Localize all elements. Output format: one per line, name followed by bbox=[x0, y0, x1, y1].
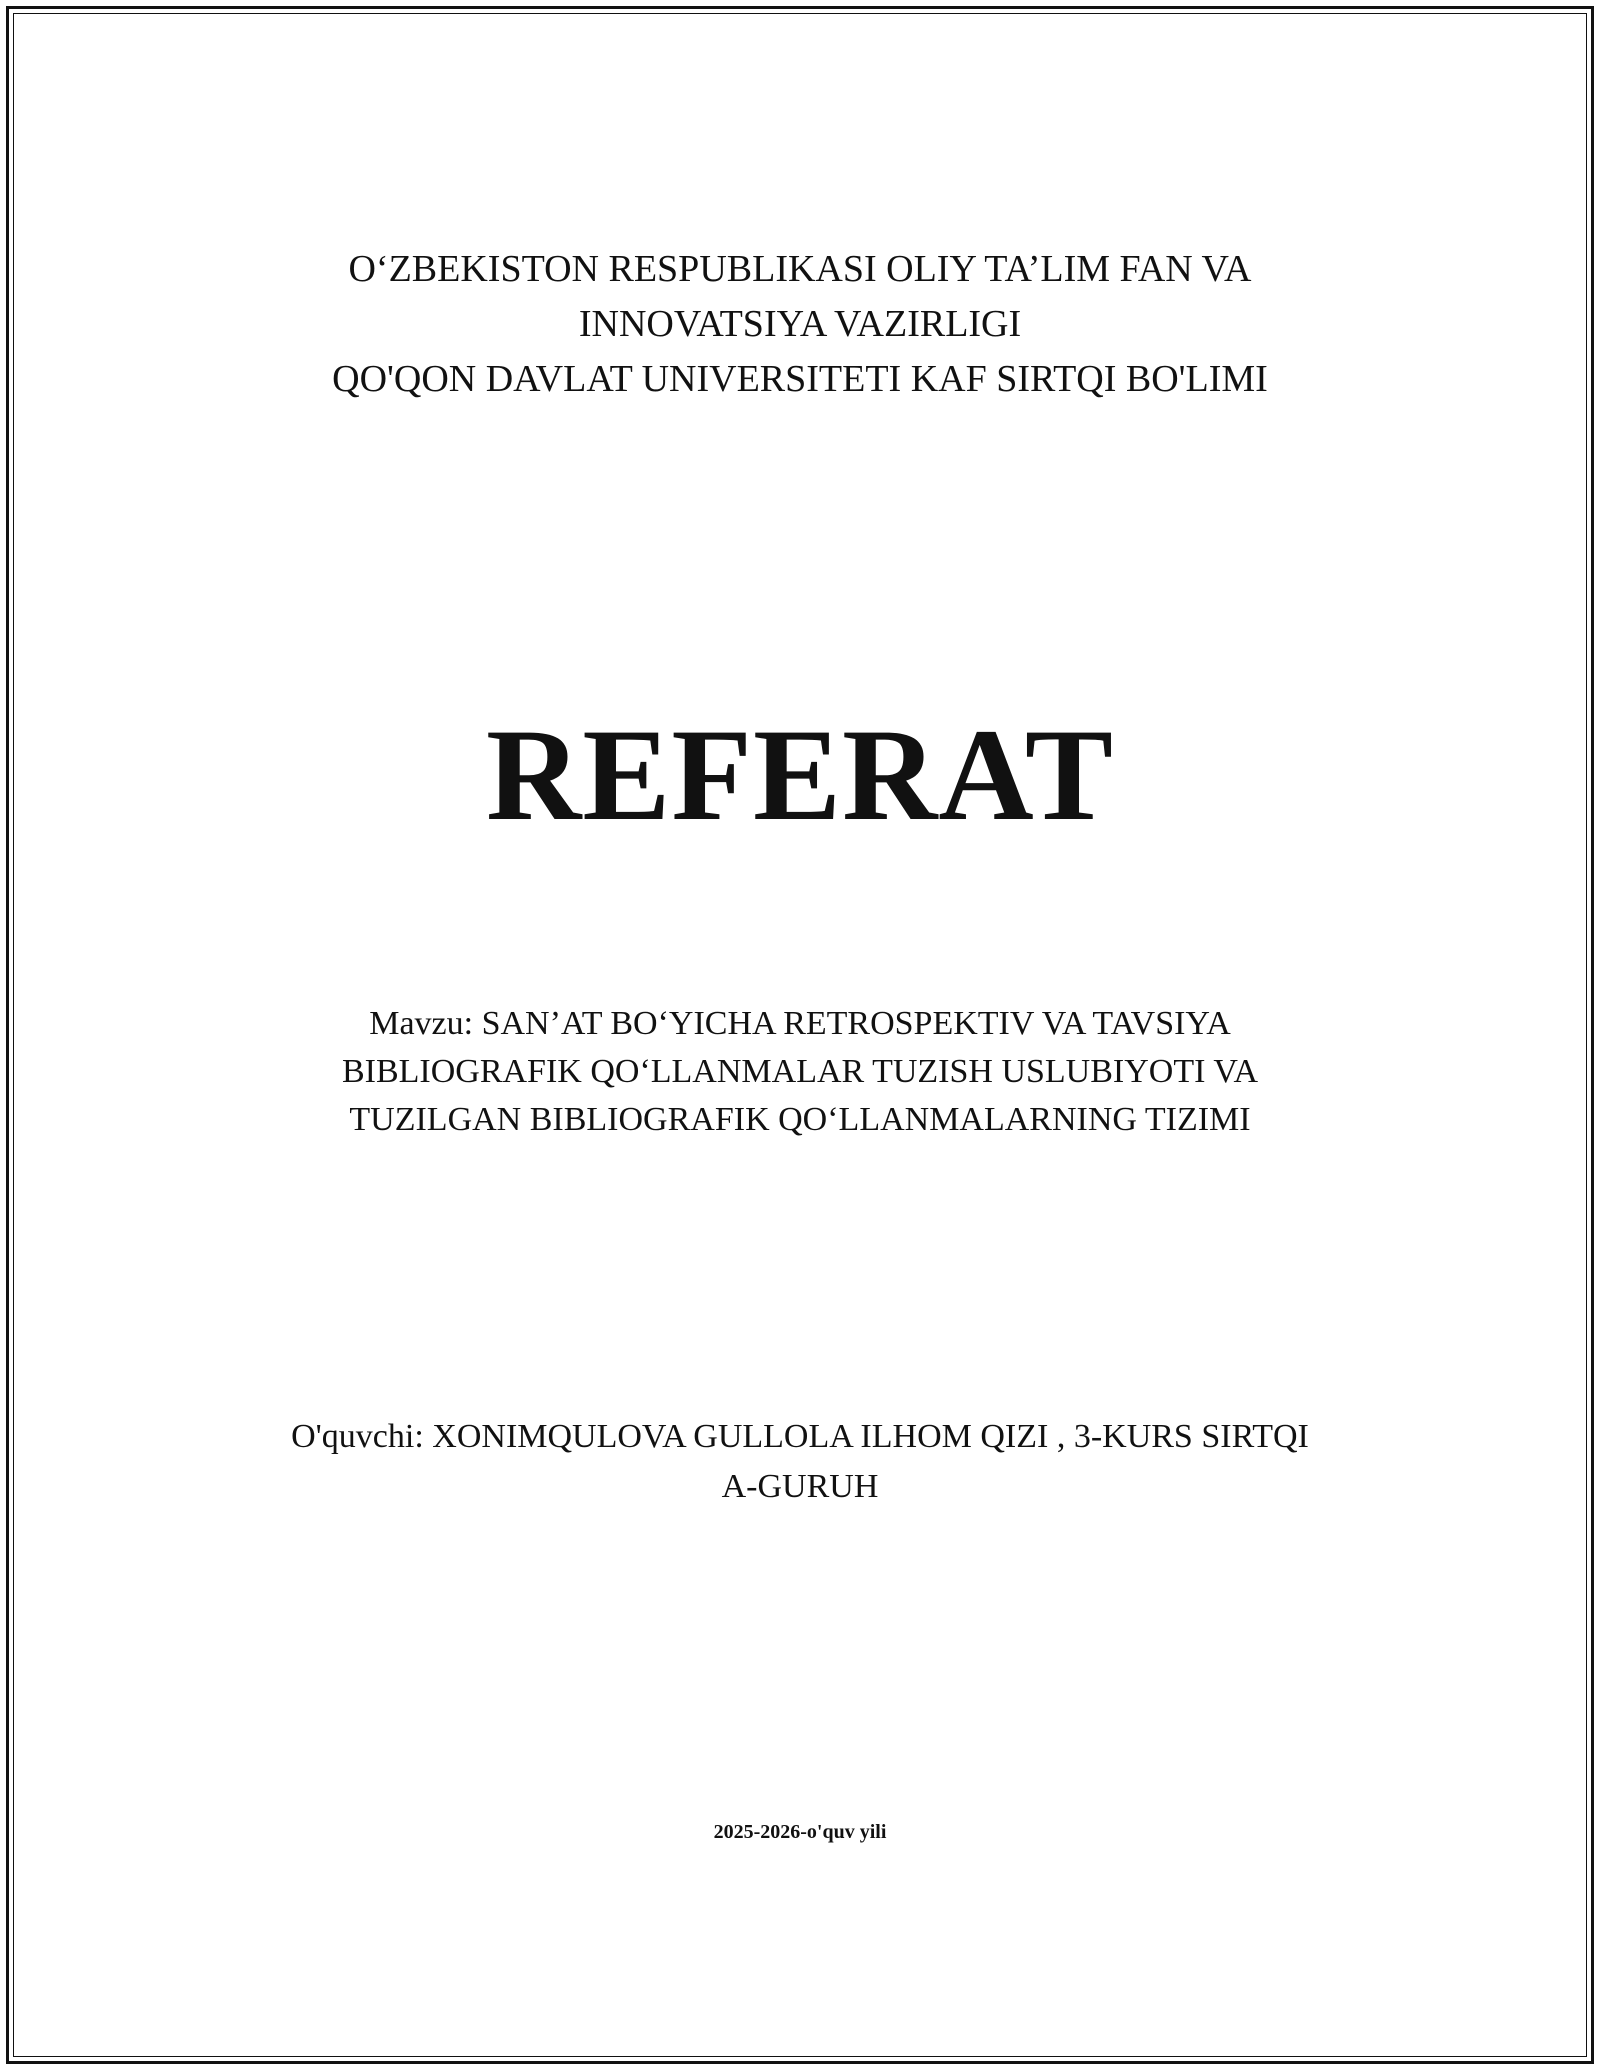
topic-line-1: Mavzu: SAN’AT BO‘YICHA RETROSPEKTIV VA TAVSIYA bbox=[369, 1005, 1231, 1042]
header-line-ministry-cont: INNOVATSIYA VAZIRLIGI bbox=[578, 303, 1022, 345]
topic-block bbox=[0, 1000, 1600, 1144]
topic-line-2: BIBLIOGRAFIK QO‘LLANMALAR TUZISH USLUBIYOTI VA bbox=[341, 1053, 1259, 1090]
academic-year: 2025-2026-o'quv yili bbox=[713, 1821, 887, 1843]
topic-line-3: TUZILGAN BIBLIOGRAFIK QO‘LLANMALARNING TIZIMI bbox=[349, 1101, 1251, 1138]
header-line-university: QO'QON DAVLAT UNIVERSITETI KAF SIRTQI BO'LIMI bbox=[332, 358, 1268, 400]
document-title: REFERAT bbox=[486, 701, 1114, 848]
header-line-ministry: O‘ZBEKISTON RESPUBLIKASI OLIY TA’LIM FAN VA bbox=[348, 248, 1252, 290]
student-line-2: A-GURUH bbox=[721, 1468, 879, 1505]
student-block bbox=[0, 1412, 1600, 1512]
institution-header bbox=[0, 242, 1600, 407]
student-line-1: O'quvchi: XONIMQULOVA GULLOLA ILHOM QIZI , 3-KURS SIRTQI bbox=[291, 1418, 1309, 1455]
